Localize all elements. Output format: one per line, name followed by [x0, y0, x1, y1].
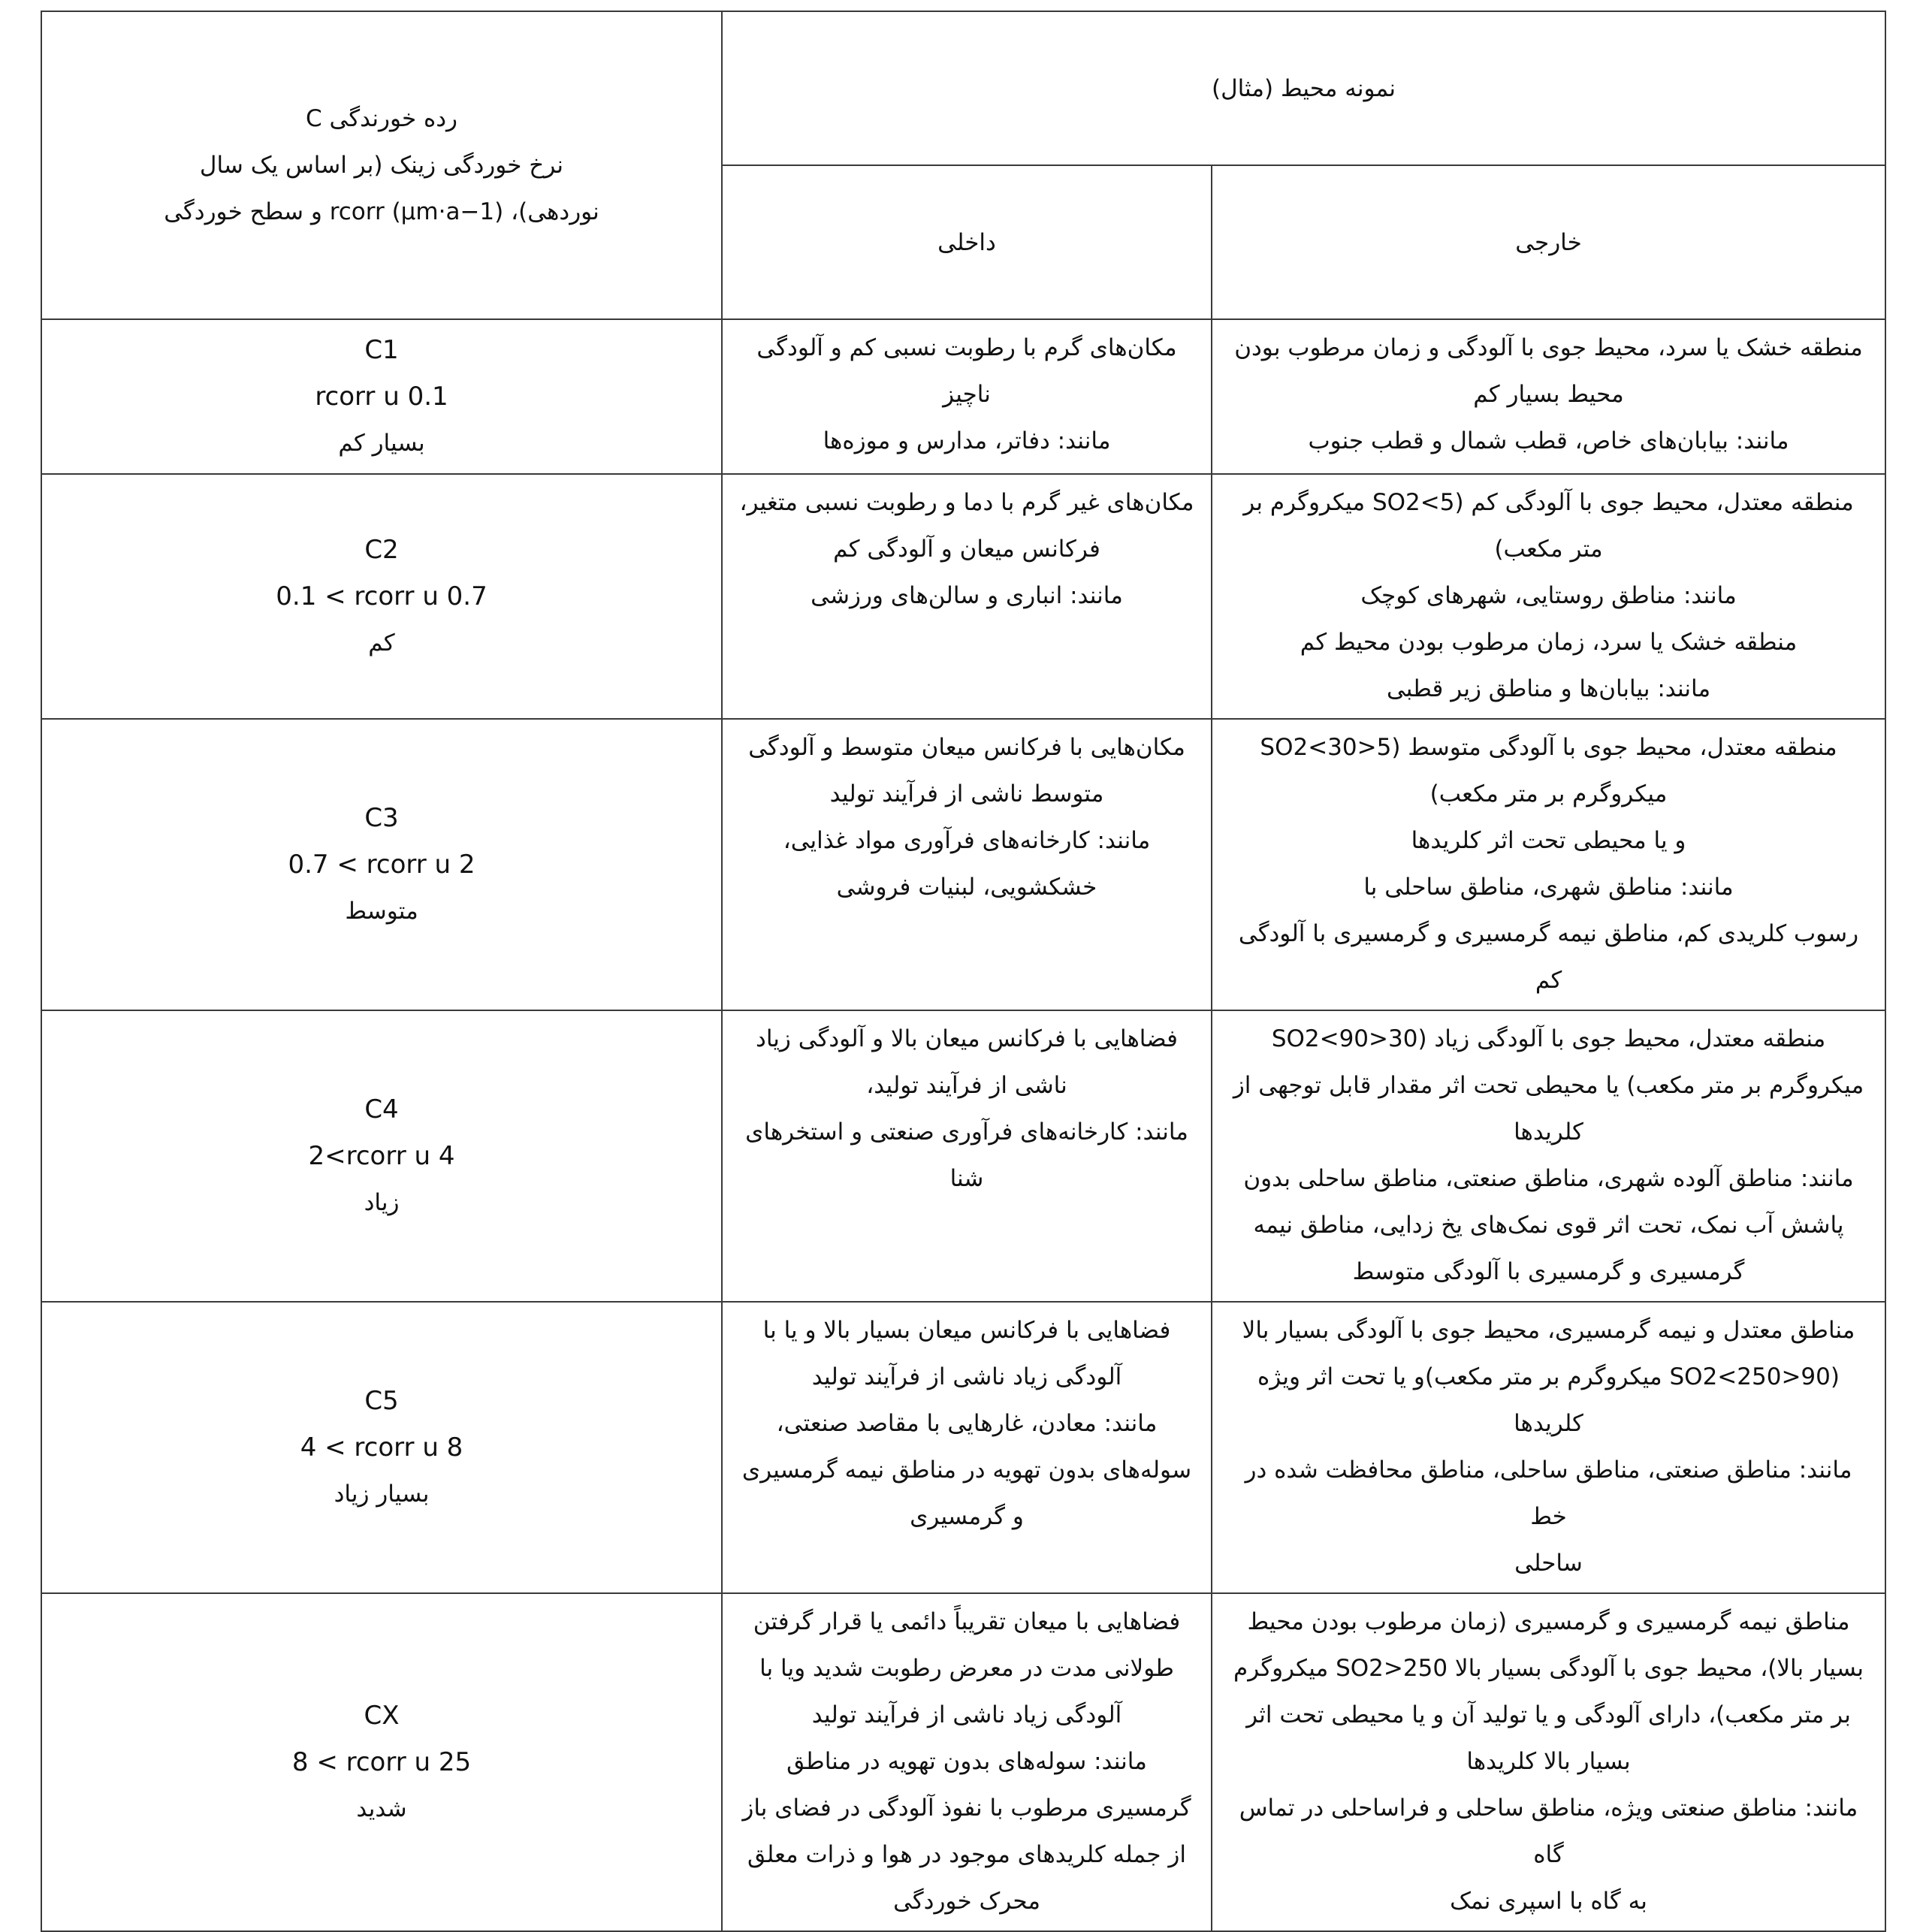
category-cell [41, 719, 722, 1010]
category-cell [41, 1302, 722, 1593]
indoor-cell [722, 1593, 1212, 1931]
category-code: C1 [364, 335, 399, 365]
outdoor-text-line: رسوب کلریدی کم، مناطق نیمه گرمسیری و گرمسیری با آلودگی [1238, 920, 1859, 947]
indoor-text-line: طولانی مدت در معرض رطوبت شدید ویا با [759, 1655, 1174, 1682]
category-rate-range: 0.1 < rcorr u 0.7 [276, 581, 488, 611]
outdoor-cell [1212, 474, 1885, 719]
category-code: C2 [364, 535, 399, 565]
environment-header-cell [722, 11, 1885, 165]
outdoor-text-line: منطقه معتدل، محیط جوی با آلودگی کم (SO2<5 میکروگرم بر [1243, 489, 1854, 516]
outdoor-header-label: خارجی [1515, 228, 1582, 256]
indoor-cell [722, 319, 1212, 474]
category-cell [41, 474, 722, 719]
outdoor-text-line: متر مکعب) [1494, 536, 1603, 563]
category-rate-range: 8 < rcorr u 25 [291, 1747, 472, 1777]
category-code: C5 [364, 1386, 399, 1416]
table-row [41, 474, 1885, 719]
indoor-text-line: آلودگی زیاد ناشی از فرآیند تولید [811, 1701, 1122, 1728]
indoor-cell [722, 1010, 1212, 1302]
indoor-text-line: ناشی از فرآیند تولید، [866, 1072, 1067, 1099]
outdoor-text-line: مناطق نیمه گرمسیری و گرمسیری (زمان مرطوب بودن محیط [1247, 1608, 1850, 1635]
indoor-text-line: شنا [949, 1165, 984, 1192]
category-rate-range: 2<rcorr u 4 [308, 1141, 455, 1171]
outdoor-text-line: مانند: مناطق شهری، مناطق ساحلی با [1363, 874, 1734, 901]
outdoor-text-line: منطقه معتدل، محیط جوی با آلودگی زیاد (30<SO2<90 [1271, 1025, 1826, 1052]
category-rate-range: 4 < rcorr u 8 [300, 1432, 463, 1463]
outdoor-text-line: ساحلی [1514, 1550, 1583, 1577]
indoor-text-line: مکان‌هایی با فرکانس میعان متوسط و آلودگی [748, 734, 1185, 761]
category-level: بسیار زیاد [334, 1481, 430, 1508]
indoor-text-line: مکان‌های غیر گرم با دما و رطوبت نسبی متغیر، [739, 489, 1194, 516]
outdoor-text-line: بسیار بالا)، محیط جوی با آلودگی بسیار بالا SO2>250 میکروگرم [1233, 1655, 1864, 1682]
outdoor-text-line: بر متر مکعب)، دارای آلودگی و یا تولید آن و یا محیطی تحت اثر [1246, 1701, 1851, 1728]
outdoor-text-line: مانند: بیابان‌ها و مناطق زیر قطبی [1386, 675, 1711, 702]
indoor-text-line: مانند: کارخانه‌های فرآوری مواد غذایی، [783, 827, 1151, 854]
category-level: شدید [356, 1795, 407, 1822]
outdoor-header-cell [1212, 165, 1885, 319]
category-code: C3 [364, 803, 399, 833]
outdoor-cell [1212, 1593, 1885, 1931]
category-rate-range: rcorr u 0.1 [315, 382, 448, 412]
indoor-text-line: فضاهایی با فرکانس میعان بسیار بالا و یا با [762, 1317, 1171, 1344]
category-code: C4 [364, 1094, 399, 1124]
outdoor-text-line: کلریدها [1514, 1118, 1583, 1146]
category-level: زیاد [364, 1189, 400, 1216]
indoor-text-line: خشکشویی، لبنیات فروشی [836, 874, 1097, 901]
outdoor-text-line: محیط بسیار کم [1473, 381, 1624, 408]
indoor-text-line: مانند: سوله‌های بدون تهویه در مناطق [786, 1748, 1147, 1775]
outdoor-text-line: کلریدها [1514, 1410, 1583, 1437]
outdoor-cell [1212, 719, 1885, 1010]
table-row [41, 319, 1885, 474]
header-row [41, 11, 1885, 165]
indoor-text-line: سوله‌های بدون تهویه در مناطق نیمه گرمسیری [741, 1457, 1192, 1484]
outdoor-text-line: مانند: مناطق روستایی، شهرهای کوچک [1360, 582, 1737, 609]
table-row [41, 719, 1885, 1010]
outdoor-text-line: به گاه با اسپری نمک [1450, 1888, 1647, 1915]
indoor-text-line: از جمله کلریدهای موجود در هوا و ذرات معلق [747, 1841, 1187, 1868]
category-header-line-2: نرخ خوردگی زینک (بر اساس یک سال [199, 152, 564, 179]
indoor-text-line: آلودگی زیاد ناشی از فرآیند تولید [811, 1363, 1122, 1390]
category-cell [41, 1593, 722, 1931]
indoor-header-label: داخلی [937, 228, 996, 256]
category-rate-range: 0.7 < rcorr u 2 [288, 850, 475, 880]
indoor-text-line: محرک خوردگی [893, 1888, 1040, 1915]
outdoor-cell [1212, 1010, 1885, 1302]
indoor-text-line: فضاهایی با میعان تقریباً دائمی یا قرار گرفتن [753, 1608, 1181, 1635]
category-cell [41, 319, 722, 474]
outdoor-text-line: مانند: مناطق آلوده شهری، مناطق صنعتی، مناطق ساحلی بدون [1243, 1165, 1854, 1192]
outdoor-text-line: بسیار بالا کلریدها [1466, 1748, 1631, 1775]
indoor-header-cell [722, 165, 1212, 319]
indoor-text-line: مانند: کارخانه‌های فرآوری صنعتی و استخرهای [745, 1118, 1188, 1146]
outdoor-text-line: مناطق معتدل و نیمه گرمسیری، محیط جوی با آلودگی بسیار بالا [1242, 1317, 1855, 1344]
indoor-cell [722, 474, 1212, 719]
outdoor-cell [1212, 319, 1885, 474]
outdoor-text-line: مانند: بیابان‌های خاص، قطب شمال و قطب جنوب [1308, 427, 1789, 454]
corrosion-category-table [41, 11, 1886, 1932]
table-row [41, 1302, 1885, 1593]
indoor-cell [722, 719, 1212, 1010]
category-header-cell [41, 11, 722, 319]
outdoor-text-line: (90<SO2<250 میکروگرم بر متر مکعب)و یا تحت اثر ویژه [1257, 1363, 1840, 1390]
category-level: بسیار کم [338, 430, 425, 457]
category-code: CX [364, 1701, 400, 1731]
category-level: متوسط [345, 898, 418, 925]
indoor-text-line: متوسط ناشی از فرآیند تولید [829, 780, 1104, 808]
indoor-text-line: فرکانس میعان و آلودگی کم [833, 536, 1100, 563]
outdoor-text-line: مانند: مناطق صنعتی ویژه، مناطق ساحلی و فراساحلی در تماس گاه [1239, 1795, 1858, 1868]
category-header-line-1: رده خورندگی C [305, 105, 458, 132]
outdoor-text-line: و یا محیطی تحت اثر کلریدها [1411, 827, 1686, 854]
indoor-text-line: و گرمسیری [910, 1503, 1024, 1530]
indoor-text-line: گرمسیری مرطوب با نفوذ آلودگی در فضای باز [742, 1795, 1191, 1822]
table-row [41, 1010, 1885, 1302]
table-row [41, 1593, 1885, 1931]
outdoor-text-line: کم [1535, 967, 1562, 994]
indoor-text-line: مانند: دفاتر، مدارس و موزه‌ها [823, 427, 1111, 454]
environment-header-label: نمونه محیط (مثال) [1211, 74, 1396, 102]
outdoor-text-line: پاشش آب نمک، تحت اثر قوی نمک‌های یخ زدایی، مناطق نیمه [1253, 1212, 1844, 1239]
category-header-line-3: نوردهی)، (μm·a−1) rcorr و سطح خوردگی [164, 198, 599, 225]
outdoor-text-line: میکروگرم بر متر مکعب) [1429, 780, 1668, 808]
outdoor-text-line: میکروگرم بر متر مکعب) یا محیطی تحت اثر مقدار قابل توجهی از [1233, 1072, 1864, 1099]
indoor-text-line: مکان‌های گرم با رطوبت نسبی کم و آلودگی [756, 334, 1177, 361]
outdoor-text-line: منطقه معتدل، محیط جوی با آلودگی متوسط (5<SO2<30 [1260, 734, 1837, 761]
outdoor-cell [1212, 1302, 1885, 1593]
category-cell [41, 1010, 722, 1302]
outdoor-text-line: منطقه خشک یا سرد، محیط جوی با آلودگی و زمان مرطوب بودن [1234, 334, 1863, 361]
category-level: کم [368, 629, 395, 657]
outdoor-text-line: مانند: مناطق صنعتی، مناطق ساحلی، مناطق محافظت شده در خط [1245, 1457, 1852, 1530]
indoor-text-line: فضاهایی با فرکانس میعان بالا و آلودگی زیاد [756, 1025, 1178, 1052]
indoor-text-line: مانند: معادن، غارهایی با مقاصد صنعتی، [776, 1410, 1158, 1437]
indoor-cell [722, 1302, 1212, 1593]
outdoor-text-line: گرمسیری و گرمسیری با آلودگی متوسط [1352, 1258, 1745, 1285]
outdoor-text-line: منطقه خشک یا سرد، زمان مرطوب بودن محیط کم [1300, 629, 1798, 656]
indoor-text-line: مانند: انباری و سالن‌های ورزشی [811, 582, 1123, 609]
indoor-text-line: ناچیز [943, 381, 991, 408]
